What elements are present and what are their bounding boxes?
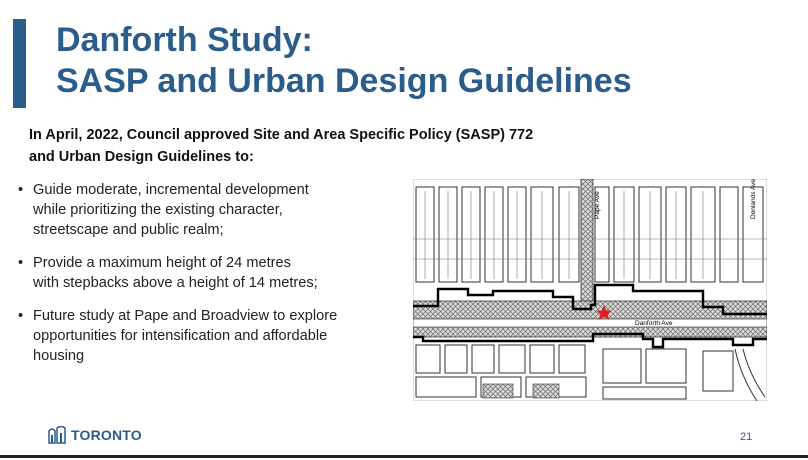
title-accent-bar xyxy=(13,19,26,108)
intro-line-2: and Urban Design Guidelines to: xyxy=(29,149,254,165)
title-line-2: SASP and Urban Design Guidelines xyxy=(56,62,632,100)
bullet-item-1 xyxy=(18,180,388,240)
toronto-city-hall-icon xyxy=(48,426,68,444)
danforth-avenue-road xyxy=(413,319,767,327)
bullet-item-3 xyxy=(18,306,388,366)
danforth-study-map xyxy=(413,179,767,401)
toronto-wordmark: TORONTO xyxy=(71,427,142,443)
bullet-dot: • xyxy=(18,182,24,198)
bullet-dot: • xyxy=(18,308,24,324)
bullet-1-line-1: Guide moderate, incremental development xyxy=(33,182,309,198)
bottom-rule xyxy=(0,455,808,458)
donlands-ave-label: Donlands Ave xyxy=(750,179,757,219)
bullet-3-line-3: housing xyxy=(33,348,85,364)
pape-avenue-strip xyxy=(581,179,593,319)
bullet-dot: • xyxy=(18,255,24,271)
pape-ave-label: Pape Ave xyxy=(594,191,601,219)
bullet-1-line-2: while prioritizing the existing character, xyxy=(33,202,283,218)
bullet-2-line-1: Provide a maximum height of 24 metres xyxy=(33,255,291,271)
intro-line-1: In April, 2022, Council approved Site and Area Specific Policy (SASP) 772 xyxy=(29,127,534,143)
toronto-logo xyxy=(48,425,142,445)
page-number: 21 xyxy=(740,431,753,443)
slide-title xyxy=(56,20,632,102)
bullet-list xyxy=(18,180,388,379)
bullet-2-line-2: with stepbacks above a height of 14 metres; xyxy=(33,275,318,291)
bullet-3-line-1: Future study at Pape and Broadview to explore xyxy=(33,308,338,324)
danforth-ave-label: Danforth Ave xyxy=(635,320,673,327)
intro-text xyxy=(29,124,569,168)
bullet-3-line-2: opportunities for intensification and affordable xyxy=(33,328,328,344)
bullet-1-line-3: streetscape and public realm; xyxy=(33,222,224,238)
danforth-south-frontage xyxy=(413,327,767,337)
title-line-1: Danforth Study: xyxy=(56,21,313,59)
bullet-item-2 xyxy=(18,253,388,293)
